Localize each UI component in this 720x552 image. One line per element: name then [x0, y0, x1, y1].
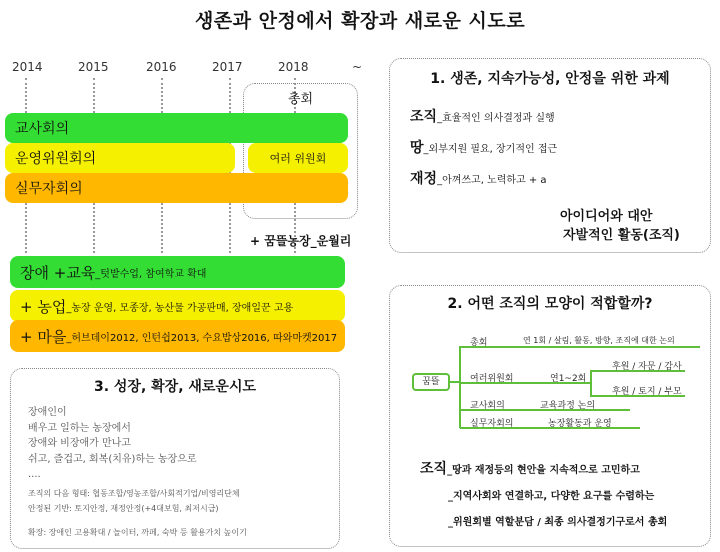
panel-1-title: 1. 생존, 지속가능성, 안정을 위한 과제	[430, 71, 670, 87]
panel-3-poem	[28, 405, 197, 483]
tree-root: 꿈뜰	[412, 373, 450, 391]
panel-1-conclusion-2: 자발적인 활동(조직)	[563, 228, 680, 243]
panel-3-notes	[28, 486, 240, 516]
panel-2-title: 2. 어떤 조직의 모양이 적합할까?	[447, 296, 653, 312]
year-2018: 2018	[278, 60, 309, 74]
year-2014: 2014	[12, 60, 43, 74]
panel-3-title: 3. 성장, 확장, 새로운시도	[93, 379, 257, 395]
tree-node-teachers: 교사회의	[470, 401, 505, 411]
tree-node-assembly-desc: 연 1회 / 살림, 활동, 방향, 조직에 대한 논의	[523, 336, 675, 345]
tree-node-staff-desc: 농장활동과 운영	[548, 419, 612, 429]
panel-1-item-head: 조직	[410, 109, 438, 125]
panel-1-item-text: _외부지원 필요, 장기적인 접근	[423, 144, 558, 155]
panel-1-item-head: 재정	[410, 171, 438, 187]
panel-1-item	[410, 137, 557, 157]
panel-1-conclusion-1: 아이디어와 대안	[560, 209, 653, 224]
panel-2-line-3: _위원회별 역할분담 / 최종 의사결정기구로서 총회	[448, 517, 668, 528]
panel-3-poem-line: 장애와 비장애가 만나고	[28, 438, 131, 449]
tree-connector	[459, 346, 461, 428]
panel-1-item-text: _아껴쓰고, 노력하고 + a	[437, 175, 547, 186]
panel-1-item	[410, 106, 555, 126]
expansion-village-detail: _허브데이2012, 인턴쉽2013, 수요밥상2016, 따와마켓2017	[66, 332, 338, 344]
expansion-education-detail: _텃밭수업, 참여학교 확대	[95, 268, 207, 280]
teachers-meeting-label: 교사회의	[15, 121, 70, 137]
page-title: 생존과 안정에서 확장과 새로운 시도로	[194, 10, 526, 32]
teachers-meeting-bar	[5, 113, 348, 143]
panel-2-line-2: _지역사회와 연결하고, 다양한 요구를 수렴하는	[448, 491, 655, 502]
expansion-farming-main: + 농업	[20, 297, 67, 316]
tree-node-committees-desc: 연1~2회	[550, 374, 587, 384]
tree-connector	[460, 346, 520, 348]
expansion-education-main: 장애 +교육	[20, 263, 96, 282]
expansion-village-main: + 마을	[20, 327, 67, 346]
tree-node-teachers-desc: 교육과정 논의	[540, 401, 596, 411]
tree-connector	[520, 346, 700, 348]
panel-3-poem-line: 배우고 일하는 농장에서	[28, 422, 131, 434]
tree-node-committees: 여러위원회	[470, 374, 514, 384]
panel-3-expand: 확장: 장애인 고용확대 / 놀이터, 까페, 숙박 등 활용가치 높이기	[28, 528, 247, 537]
staff-meeting-label: 실무자회의	[15, 181, 83, 197]
expansion-farming-detail: _농장 운영, 모종장, 농산물 가공판매, 장애일꾼 고용	[66, 302, 294, 314]
expansion-education-bar	[10, 256, 345, 288]
steering-committee-label: 운영위원회의	[15, 151, 97, 167]
tree-node-committees-sub-1: 후원 / 자문 / 감사	[612, 362, 682, 372]
expansion-village-bar	[10, 320, 345, 352]
tree-node-assembly: 총회	[470, 338, 488, 348]
panel-3-poem-line: 장애인이	[28, 407, 67, 418]
general-assembly-label: 총회	[287, 92, 314, 107]
committees-bar	[248, 143, 348, 173]
farm-note: + 꿈뜰농장_운월리	[250, 234, 352, 248]
year-2016: 2016	[146, 60, 177, 74]
panel-3-poem-line: 쉬고, 즐겁고, 회복(치유)하는 농장으로	[28, 453, 197, 465]
panel-3-dots: ....	[28, 469, 41, 480]
tree-node-staff: 실무자회의	[470, 419, 514, 429]
panel-1-item-head: 땅	[410, 140, 424, 156]
committees-label: 여러 위원회	[269, 152, 327, 165]
steering-committee-bar	[5, 143, 235, 173]
panel-2-line-1-text: _땅과 재정등의 현안을 지속적으로 고민하고	[447, 465, 640, 476]
year-2017: 2017	[212, 60, 243, 74]
panel-2-line-1	[420, 458, 640, 478]
panel-3-note: 조직의 다음 형태: 협동조합/영농조합/사회적기업/비영리단체	[28, 489, 240, 498]
panel-1-item-text: _효율적인 의사결정과 실행	[437, 113, 555, 124]
year-2015: 2015	[78, 60, 109, 74]
expansion-farming-bar	[10, 290, 345, 322]
tree-connector	[590, 370, 592, 396]
year-ongoing: ~	[352, 60, 363, 74]
panel-1-item	[410, 168, 547, 188]
panel-3-note: 안정된 기반: 토지안정, 재정안정(+4대보험, 최저시급)	[28, 504, 219, 513]
panel-2-line-1-head: 조직	[420, 461, 448, 477]
tree-node-committees-sub-2: 후원 / 토지 / 부모	[612, 387, 682, 397]
staff-meeting-bar	[5, 173, 348, 203]
